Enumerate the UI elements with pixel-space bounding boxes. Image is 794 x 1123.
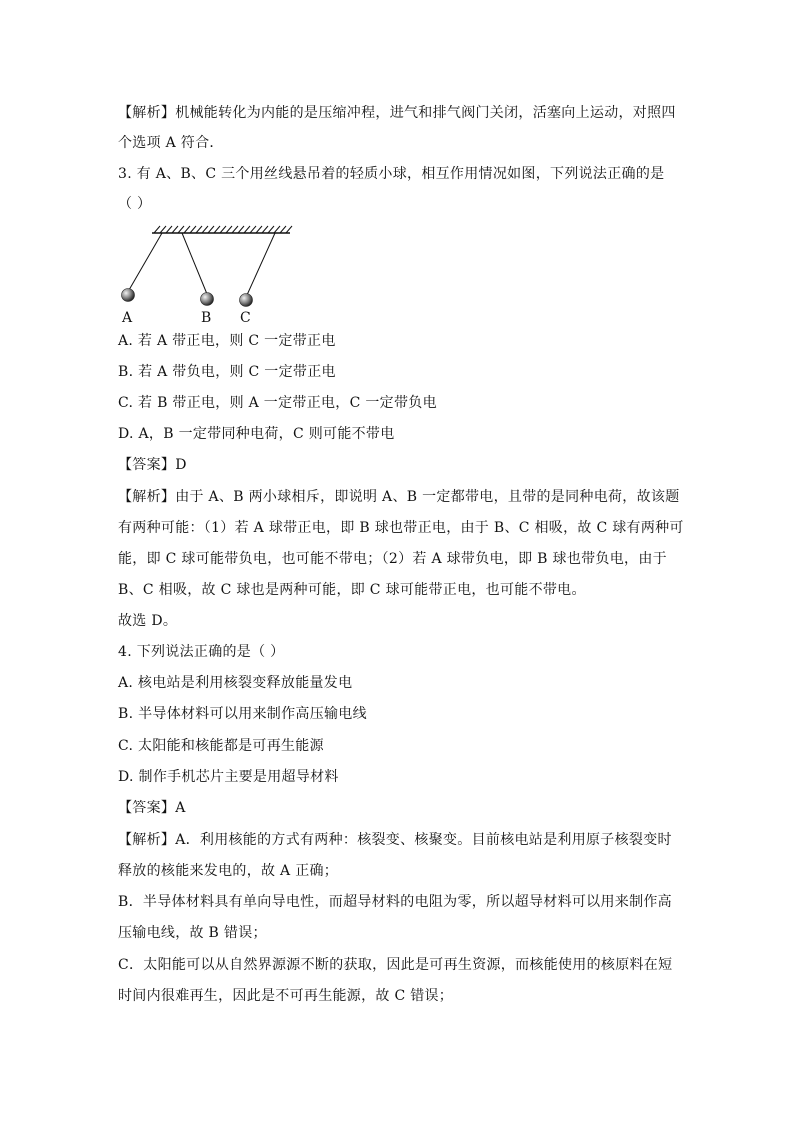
q4-analysis-line-2: 释放的核能来发电的，故 A 正确； bbox=[118, 863, 339, 879]
ball-a bbox=[122, 289, 135, 302]
q4-stem: 4. 下列说法正确的是（ ） bbox=[118, 644, 285, 660]
q3-option-a: A. 若 A 带正电，则 C 一定带正电 bbox=[118, 333, 336, 349]
q3-option-b: B. 若 A 带负电，则 C 一定带正电 bbox=[118, 364, 336, 380]
q4-option-b: B. 半导体材料可以用来制作高压输电线 bbox=[118, 706, 367, 722]
q3-option-d: D. A，B 一定带同种电荷，C 则可能不带电 bbox=[118, 426, 395, 442]
q3-analysis-line-4: B、C 相吸，故 C 球也是两种可能，即 C 球可能带正电，也可能不带电。 bbox=[118, 582, 586, 598]
q3-stem-line-2: （ ） bbox=[118, 196, 152, 212]
ball-b bbox=[201, 293, 214, 306]
q2-analysis-line-2: 个选项 A 符合． bbox=[118, 135, 224, 151]
thread-b bbox=[182, 233, 207, 294]
q4-analysis-line-4: 压输电线，故 B 错误； bbox=[118, 925, 267, 941]
q4-option-d: D. 制作手机芯片主要是用超导材料 bbox=[118, 769, 339, 785]
q4-option-a: A. 核电站是利用核裂变释放能量发电 bbox=[118, 675, 353, 691]
q3-option-c: C. 若 B 带正电，则 A 一定带正电，C 一定带负电 bbox=[118, 395, 437, 411]
q3-analysis-line-3: 能，即 C 球可能带负电，也可能不带电；（2）若 A 球带负电，即 B 球也带负电，由于 bbox=[118, 551, 667, 567]
q4-analysis-line-5: C．太阳能可以从自然界源源不断的获取，因此是可再生资源，而核能使用的核原料在短 bbox=[118, 957, 673, 973]
q4-analysis-line-6: 时间内很难再生，因此是不可再生能源，故 C 错误； bbox=[118, 988, 454, 1004]
label-b: B bbox=[201, 310, 212, 326]
q4-answer: 【答案】A bbox=[118, 800, 186, 816]
thread-c bbox=[247, 233, 275, 295]
q4-analysis-line-1: 【解析】A．利用核能的方式有两种：核裂变、核聚变。目前核电站是利用原子核裂变时 bbox=[118, 832, 672, 848]
q3-analysis-line-5: 故选 D。 bbox=[118, 613, 178, 629]
thread-a bbox=[129, 233, 162, 290]
q3-analysis-line-1: 【解析】由于 A、B 两小球相斥，即说明 A、B 一定都带电，且带的是同种电荷，故该题 bbox=[118, 489, 680, 505]
q3-stem-line-1: 3. 有 A、B、C 三个用丝线悬吊着的轻质小球，相互作用情况如图，下列说法正确的是 bbox=[118, 166, 665, 182]
q3-analysis-line-2: 有两种可能：（1）若 A 球带正电，即 B 球也带正电，由于 B、C 相吸，故 C 球有两种可 bbox=[118, 520, 684, 536]
q4-option-c: C. 太阳能和核能都是可再生能源 bbox=[118, 738, 324, 754]
q4-analysis-line-3: B．半导体材料具有单向导电性，而超导材料的电阻为零，所以超导材料可以用来制作高 bbox=[118, 894, 672, 910]
label-a: A bbox=[122, 310, 133, 326]
q2-analysis-line-1: 【解析】机械能转化为内能的是压缩冲程，进气和排气阀门关闭，活塞向上运动，对照四 bbox=[118, 105, 676, 121]
ceiling-hatching bbox=[154, 226, 292, 233]
suspended-balls-figure bbox=[112, 218, 302, 328]
q3-answer: 【答案】D bbox=[118, 457, 187, 473]
label-c: C bbox=[240, 310, 251, 326]
ball-c bbox=[240, 294, 253, 307]
